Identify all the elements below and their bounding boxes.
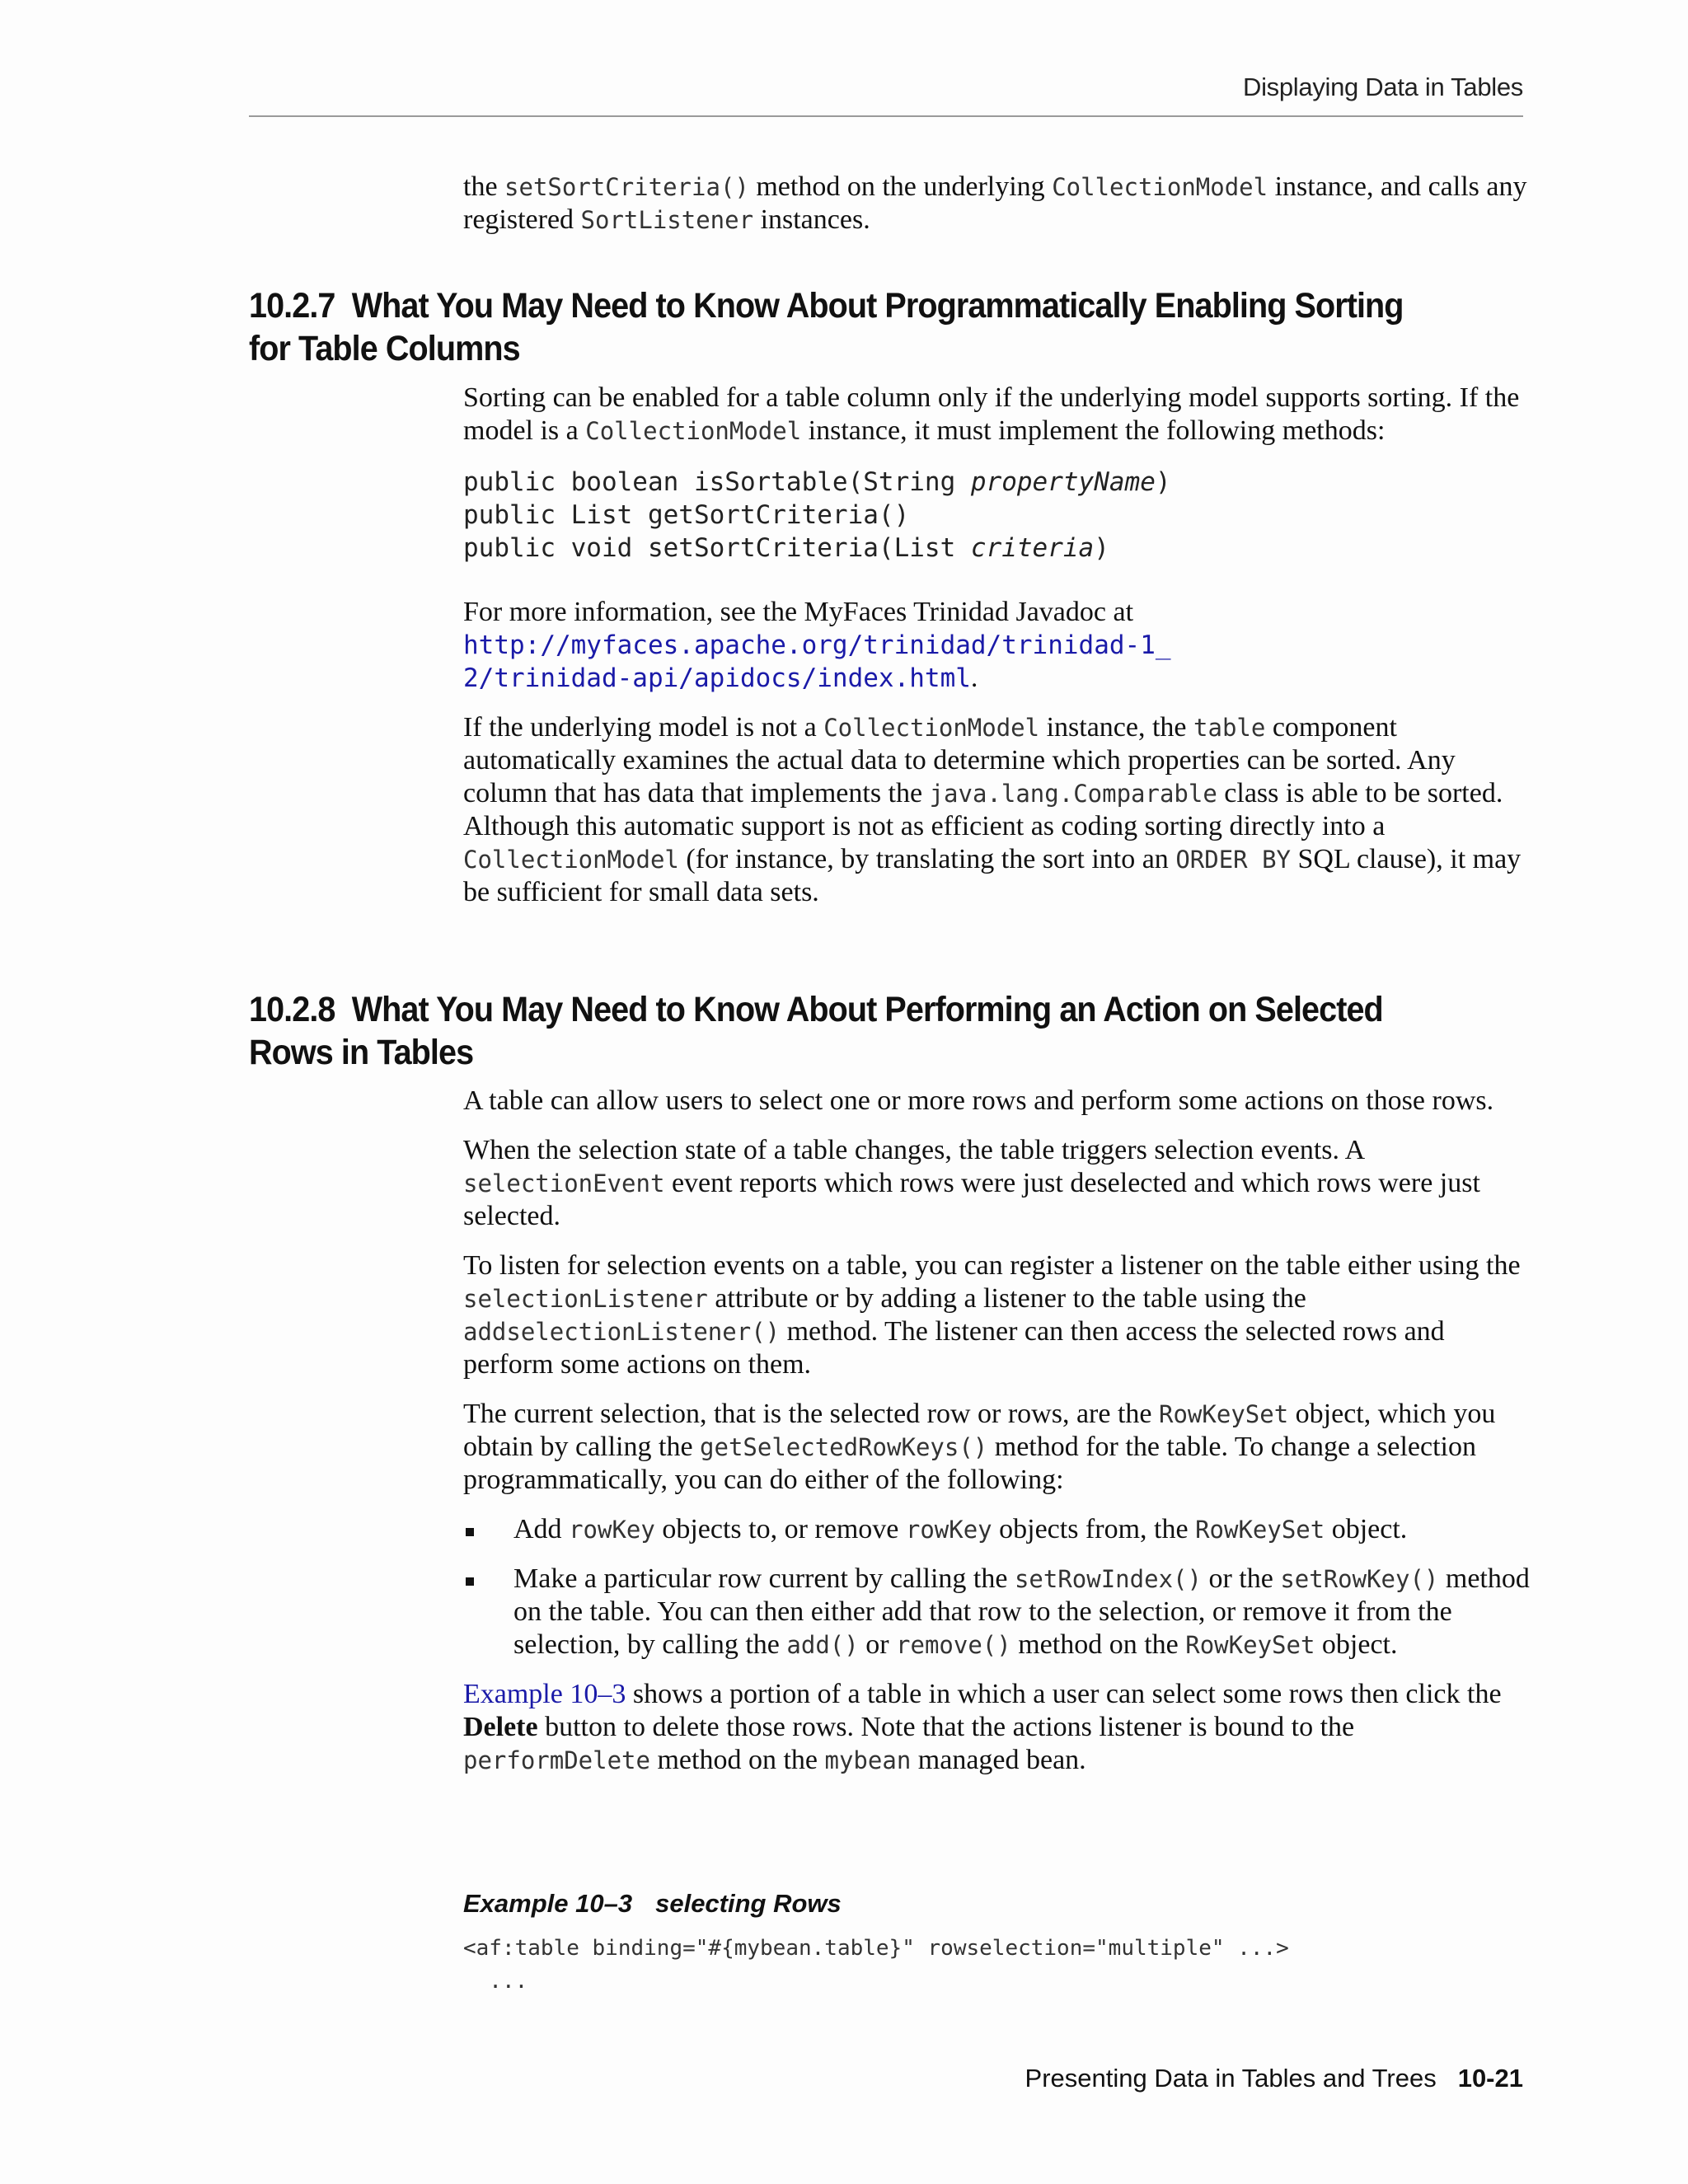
header-rule [249,115,1523,117]
paragraph: A table can allow users to select one or more rows and perform some actions on those rows. [463,1085,1494,1116]
bullet-list [463,1513,1535,1661]
code-term: rowKey [905,1516,992,1544]
code-term: selectionEvent [463,1169,665,1197]
paragraph: For more information, see the MyFaces Trinidad Javadoc at http://myfaces.apache.org/trinidad/trinidad-1_ 2/trinidad-api/apidocs/index.html. [463,597,1171,693]
paragraph: When the selection state of a table changes, the table triggers selection events. A selectionEvent event reports which rows were just deselected and which rows were just selected. [463,1135,1480,1231]
code-term: ORDER BY [1175,846,1291,874]
paragraph: Example 10–3 shows a portion of a table in which a user can select some rows then click the Delete button to delete those rows. Note that the actions listener is bound to the performDelete method on the mybean managed bean. [463,1679,1502,1775]
code-term: performDelete [463,1746,650,1774]
paragraph: To listen for selection events on a table, you can register a listener on the table either using the selectionListener attribute or by adding a listener to the table using the addselectionListener() method. The listener can then access the selected rows and perform some actions on them. [463,1250,1521,1380]
example-link[interactable]: Example 10–3 [463,1679,626,1709]
section-number: 10.2.7 [249,286,335,326]
list-item: Add rowKey objects to, or remove rowKey objects from, the RowKeySet object. [463,1513,1535,1546]
list-item: Make a particular row current by calling the setRowIndex() or the setRowKey() method on the table. You can then either add that row to the selection, or remove it from the selection, by calling the add() or remove() method on the RowKeySet object. [463,1563,1535,1661]
code-term: remove() [896,1631,1011,1659]
example-code-line: <af:table binding="#{mybean.table}" rowselection="multiple" ...> [463,1936,1289,1961]
delete-label: Delete [463,1712,538,1742]
code-term: getSelectedRowKeys() [700,1433,988,1461]
section-10-2-7-body [463,382,1535,909]
bullet-marker [466,1577,474,1586]
code-line: public boolean isSortable(String propertyName) [463,467,1171,497]
code-term: setRowKey() [1280,1565,1439,1593]
code-term: mybean [824,1746,912,1774]
section-title: What You May Need to Know About Programmatically Enabling Sorting for Table Columns [249,286,1404,368]
section-number: 10.2.8 [249,990,335,1029]
paragraph: Sorting can be enabled for a table column only if the underlying model supports sorting. If the model is a CollectionModel instance, it must implement the following methods: [463,382,1520,446]
section-heading-10-2-8 [249,988,1432,1074]
code-term: selectionListener [463,1285,708,1313]
code-term: setSortCriteria() [504,173,749,201]
code-term: table [1193,714,1266,742]
code-term: rowKey [569,1516,655,1544]
code-term: add() [786,1631,859,1659]
example-title [463,1889,1535,1919]
code-term: setRowIndex() [1014,1565,1202,1593]
code-line: public List getSortCriteria() [463,500,910,530]
code-term: addselectionListener() [463,1318,781,1346]
paragraph: If the underlying model is not a CollectionModel instance, the table component automatically examines the actual data to determine which properties can be sorted. Any column that has data that implements the java.lang.Comparable class is able to be sorted. Although this automatic support is not as efficient as coding sorting directly into a CollectionModel (for instance, by translating the sort into an ORDER BY SQL clause), it may be sufficient for small data sets. [463,712,1522,907]
code-term: CollectionModel [1052,173,1268,201]
code-term: CollectionModel [823,714,1040,742]
section-title: What You May Need to Know About Performing an Action on Selected Rows in Tables [249,990,1383,1072]
example-label: Example 10–3 [463,1889,633,1918]
code-line: public void setSortCriteria(List criteria) [463,533,1109,563]
code-term: java.lang.Comparable [929,780,1217,808]
code-term: CollectionModel [463,846,679,874]
section-heading-10-2-7 [249,284,1432,370]
footer-chapter-title: Presenting Data in Tables and Trees [1025,2064,1437,2093]
paragraph: The current selection, that is the selected row or rows, are the RowKeySet object, which you obtain by calling the getSelectedRowKeys() method for the table. To change a selection programmatically, you can do either of the following: [463,1399,1496,1495]
section-10-2-8-body [463,1085,1535,1777]
intro-paragraph: the setSortCriteria() method on the underlying CollectionModel instance, and calls any registered SortListener instances. [463,171,1527,235]
bullet-marker [466,1528,474,1536]
page-number: 10-21 [1457,2064,1523,2093]
code-term: SortListener [580,206,754,234]
page-footer [1025,2064,1523,2093]
example-code-line: ... [463,1969,528,1994]
example-10-3 [463,1889,1535,1998]
code-term: CollectionModel [585,417,802,445]
code-term: RowKeySet [1185,1631,1315,1659]
method-signatures-code [463,466,1535,565]
example-caption: selecting Rows [655,1889,842,1918]
javadoc-link[interactable]: http://myfaces.apache.org/trinidad/trinidad-1_ 2/trinidad-api/apidocs/index.html [463,630,1171,693]
running-header: Displaying Data in Tables [1242,73,1523,101]
code-term: RowKeySet [1195,1516,1325,1544]
code-term: RowKeySet [1159,1400,1289,1428]
